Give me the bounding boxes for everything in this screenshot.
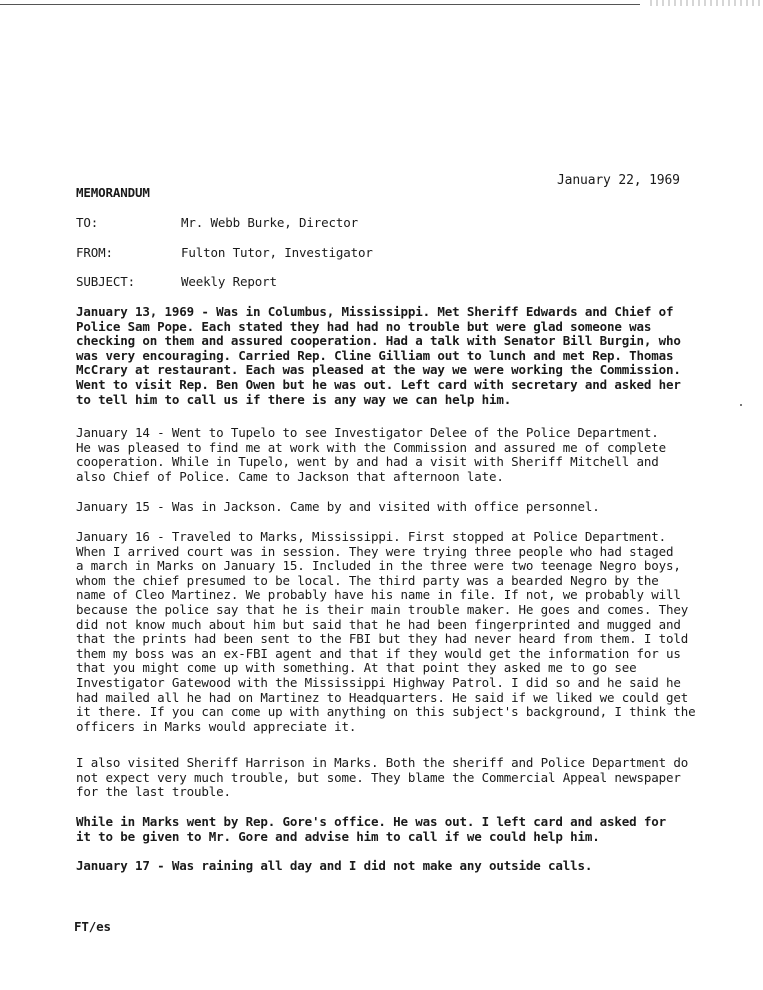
from-label: FROM: [76,245,113,260]
scan-artifact [650,0,760,6]
paragraph-line: a march in Marks on January 15. Included in the three were two teenage Negro boys, [76,558,681,574]
top-edge-line [0,4,640,5]
paragraph-line: was very encouraging. Carried Rep. Cline Gilliam out to lunch and met Rep. Thomas [76,347,674,363]
paragraph-line: Investigator Gatewood with the Mississippi Highway Patrol. I did so and he said he [76,674,681,690]
paragraph-line: it there. If you can come up with anything on this subject's background, I think the [76,704,696,720]
paragraph-line: While in Marks went by Rep. Gore's office. He was out. I left card and asked for [76,814,667,829]
paragraph-rep-gore [76,815,756,844]
paragraph-line: them my boss was an ex-FBI agent and that if they would get the information for us [76,645,681,661]
paragraph-line: He was pleased to find me at work with the Commission and assured me of complete [76,439,667,455]
memo-heading: MEMORANDUM [76,185,150,200]
paragraph-jan-17 [76,859,756,874]
paragraph-line: Police Sam Pope. Each stated they had had no trouble but were glad someone was [76,318,652,334]
paragraph-jan-13 [76,305,756,407]
paragraph-line: Went to visit Rep. Ben Owen but he was out. Left card with secretary and asked her [76,376,681,392]
subject-value: Weekly Report [181,274,277,289]
paragraph-line: had mailed all he had on Martinez to Headquarters. He said if we liked we could get [76,689,689,705]
to-value: Mr. Webb Burke, Director [181,215,359,230]
paragraph-line: I also visited Sheriff Harrison in Marks. Both the sheriff and Police Department do [76,755,689,770]
paragraph-line: that the prints had been sent to the FBI but they had never heard from them. I told [76,631,689,647]
paragraph-line: to tell him to call us if there is any way we can help him. [76,391,512,407]
paragraph-line: because the police say that he is their main trouble maker. He goes and comes. They [76,601,689,617]
paragraph-line: checking on them and assured cooperation. Had a talk with Senator Bill Burgin, who [76,333,681,349]
paragraph-line: January 14 - Went to Tupelo to see Investigator Delee of the Police Department. [76,425,659,440]
paragraph-jan-16 [76,530,756,734]
to-label: TO: [76,215,99,230]
paragraph-line: When I arrived court was in session. They were trying three people who had staged [76,543,674,559]
paragraph-line: cooperation. While in Tupelo, went by and had a visit with Sheriff Mitchell and [76,454,659,470]
paragraph-line: officers in Marks would appreciate it. [76,718,357,734]
signature-initials: FT/es [74,919,111,934]
paragraph-line: January 13, 1969 - Was in Columbus, Mississippi. Met Sheriff Edwards and Chief of [76,304,674,319]
paragraph-line: not expect very much trouble, but some. They blame the Commercial Appeal newspaper [76,769,681,785]
memo-date: January 22, 1969 [557,173,680,188]
paragraph-line: name of Cleo Martinez. We probably have his name in file. If not, we probably will [76,587,681,603]
paragraph-line: for the last trouble. [76,784,231,800]
paragraph-jan-14 [76,426,756,484]
paragraph-line: McCrary at restaurant. Each was pleased at the way we were working the Commission. [76,362,681,378]
paragraph-line: that you might come up with something. At that point they asked me to go see [76,660,637,676]
scan-speck [740,404,742,406]
paragraph-line: January 17 - Was raining all day and I did not make any outside calls. [76,858,593,873]
paragraph-sheriff-harrison [76,756,756,800]
paragraph-line: January 16 - Traveled to Marks, Mississippi. First stopped at Police Department. [76,529,667,544]
paragraph-line: it to be given to Mr. Gore and advise him to call if we could help him. [76,828,600,844]
paragraph-jan-15 [76,500,756,515]
paragraph-line: January 15 - Was in Jackson. Came by and visited with office personnel. [76,499,600,514]
paragraph-line: whom the chief presumed to be local. The third party was a bearded Negro by the [76,572,659,588]
paragraph-line: did not know much about him but said that he had been fingerprinted and mugged and [76,616,681,632]
paragraph-line: also Chief of Police. Came to Jackson that afternoon late. [76,468,504,484]
subject-label: SUBJECT: [76,274,136,289]
from-value: Fulton Tutor, Investigator [181,245,373,260]
